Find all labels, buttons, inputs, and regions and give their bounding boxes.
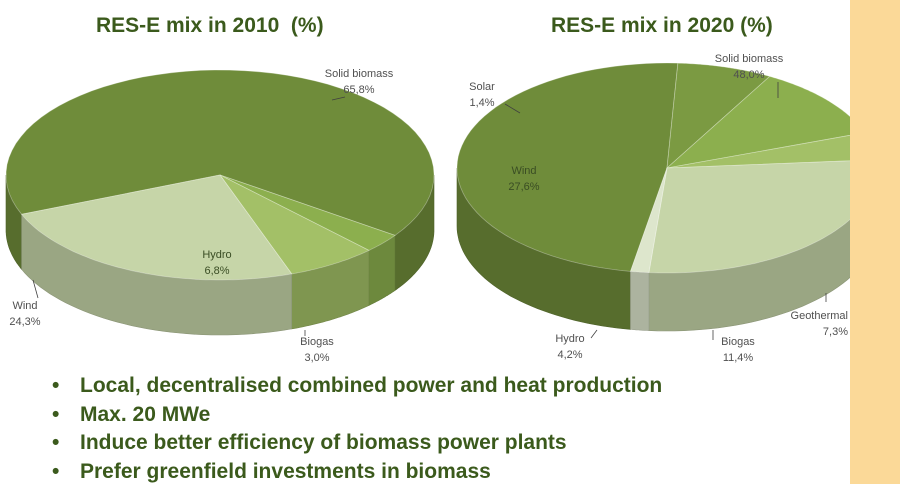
accent-side-band xyxy=(850,0,900,484)
slice-value-biogas: 11,4% xyxy=(723,352,754,364)
bullet-item xyxy=(52,372,662,401)
slice-label-solar: Solar xyxy=(469,81,495,93)
slice-label-biogas: Biogas xyxy=(721,336,755,348)
bullet-dot: • xyxy=(52,372,59,400)
slice-label-hydro: Hydro xyxy=(555,333,584,345)
slice-value-solid-biomass: 48,0% xyxy=(733,69,764,81)
bullet-text: Max. 20 MWe xyxy=(80,403,210,426)
slice-side-solar xyxy=(631,271,649,330)
leader-line-hydro xyxy=(591,330,597,338)
chart-title-2010: RES-E mix in 2010 (%) xyxy=(96,14,324,38)
chart-title-2020: RES-E mix in 2020 (%) xyxy=(551,14,773,38)
slice-label-solid-biomass: Solid biomass xyxy=(325,68,394,80)
slice-label-wind: Wind xyxy=(12,300,37,312)
slice-value-hydro: 4,2% xyxy=(557,349,582,361)
bullet-dot: • xyxy=(52,401,59,429)
slice-label-solid-biomass: Solid biomass xyxy=(715,53,784,65)
bullet-text: Local, decentralised combined power and heat production xyxy=(80,374,662,397)
slice-value-hydro: 6,8% xyxy=(204,265,229,277)
slice-value-biogas: 3,0% xyxy=(304,352,329,364)
slice-value-wind: 24,3% xyxy=(9,316,40,328)
slice-value-wind: 27,6% xyxy=(508,181,539,193)
bullet-text: Induce better efficiency of biomass power plants xyxy=(80,431,567,454)
bullet-list xyxy=(52,372,662,486)
bullet-item xyxy=(52,401,662,430)
slice-label-hydro: Hydro xyxy=(202,249,231,261)
slice-label-geothermal: Geothermal xyxy=(791,310,848,322)
pie-1 xyxy=(457,53,850,364)
slice-label-biogas: Biogas xyxy=(300,336,334,348)
bullet-dot: • xyxy=(52,458,59,486)
bullet-item xyxy=(52,458,662,486)
slice-value-solar: 1,4% xyxy=(469,97,494,109)
slice-label-wind: Wind xyxy=(511,165,536,177)
pie-0 xyxy=(6,68,434,364)
bullet-item xyxy=(52,429,662,458)
slice-value-geothermal: 7,3% xyxy=(823,326,848,338)
bullet-text: Prefer greenfield investments in biomass xyxy=(80,460,491,483)
bullet-dot: • xyxy=(52,429,59,457)
slice-value-solid-biomass: 65,8% xyxy=(343,84,374,96)
